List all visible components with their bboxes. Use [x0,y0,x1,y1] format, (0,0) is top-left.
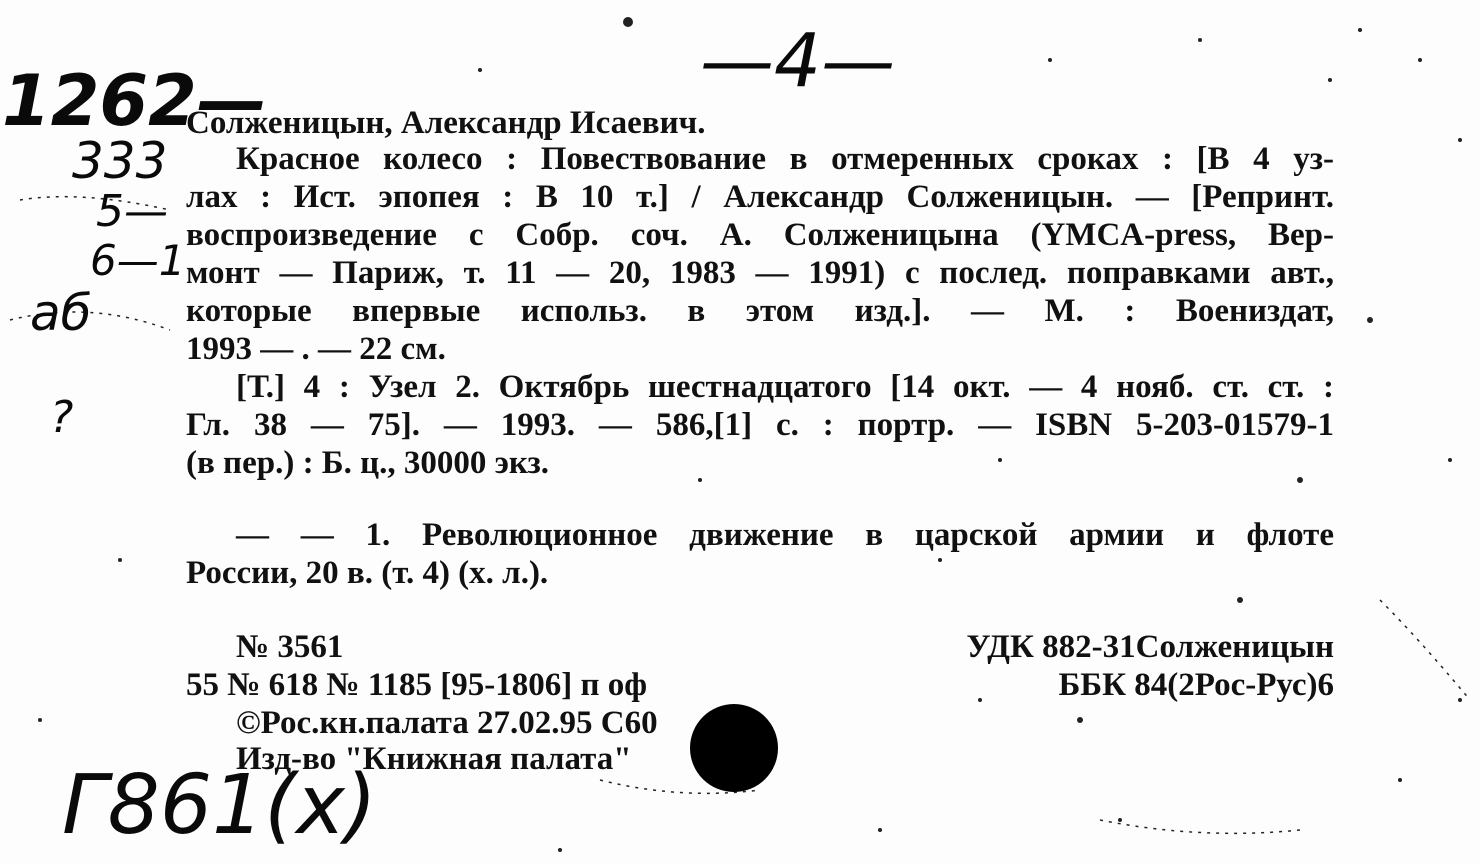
handwritten-bottom-code: Г861(х) [62,758,377,853]
handwritten-mark-6: 6—1 [90,236,186,285]
copyright-line: ©Рос.кн.палата 27.02.95 С60 [236,705,658,741]
subject-line-1: — — 1. Революционное движение в царской армии и флоте [236,517,1334,553]
description-line-2: лах : Ист. эпопея : В 10 т.] / Александр Солженицын. — [Репринт. [186,179,1334,215]
punch-hole [690,704,778,792]
bbk-code: ББК 84(2Рос-Рус)6 [1058,667,1334,703]
handwritten-top-mark: —4— [700,18,896,104]
card-heading: Солженицын, Александр Исаевич. [186,105,706,141]
volume-line-3: (в пер.) : Б. ц., 30000 экз. [186,445,549,481]
handwritten-mark-ab: аб [30,284,92,342]
description-line-6: 1993 — . — 22 см. [186,331,446,367]
description-line-5: которые впервые использ. в этом изд.]. — М. : Воениздат, [186,293,1334,329]
record-number: № 3561 [236,629,344,665]
udk-code: УДК 882-31Солженицын [966,629,1334,665]
publisher-line: Изд-во "Книжная палата" [236,741,632,777]
handwritten-mark-5: 5— [96,186,168,237]
subject-line-2: России, 20 в. (т. 4) (х. л.). [186,555,549,591]
record-line-2: 55 № 618 № 1185 [95-1806] п оф [186,667,648,703]
handwritten-mark-question: ? [50,392,74,443]
handwritten-number-333: 333 [72,132,168,190]
volume-line-2: Гл. 38 — 75]. — 1993. — 586,[1] с. : портр. — ISBN 5-203-01579-1 [186,407,1334,443]
volume-line-1: [Т.] 4 : Узел 2. Октябрь шестнадцатого [14 окт. — 4 нояб. ст. ст. : [236,369,1334,405]
description-line-4: монт — Париж, т. 11 — 20, 1983 — 1991) с послед. поправками авт., [186,255,1334,291]
handwritten-number-1262: 1262— [2,60,267,142]
description-line-3: воспроизведение с Собр. соч. А. Солженицына (YMCA-press, Вер- [186,217,1334,253]
description-line-1: Красное колесо : Повествование в отмеренных сроках : [В 4 уз- [236,141,1334,177]
